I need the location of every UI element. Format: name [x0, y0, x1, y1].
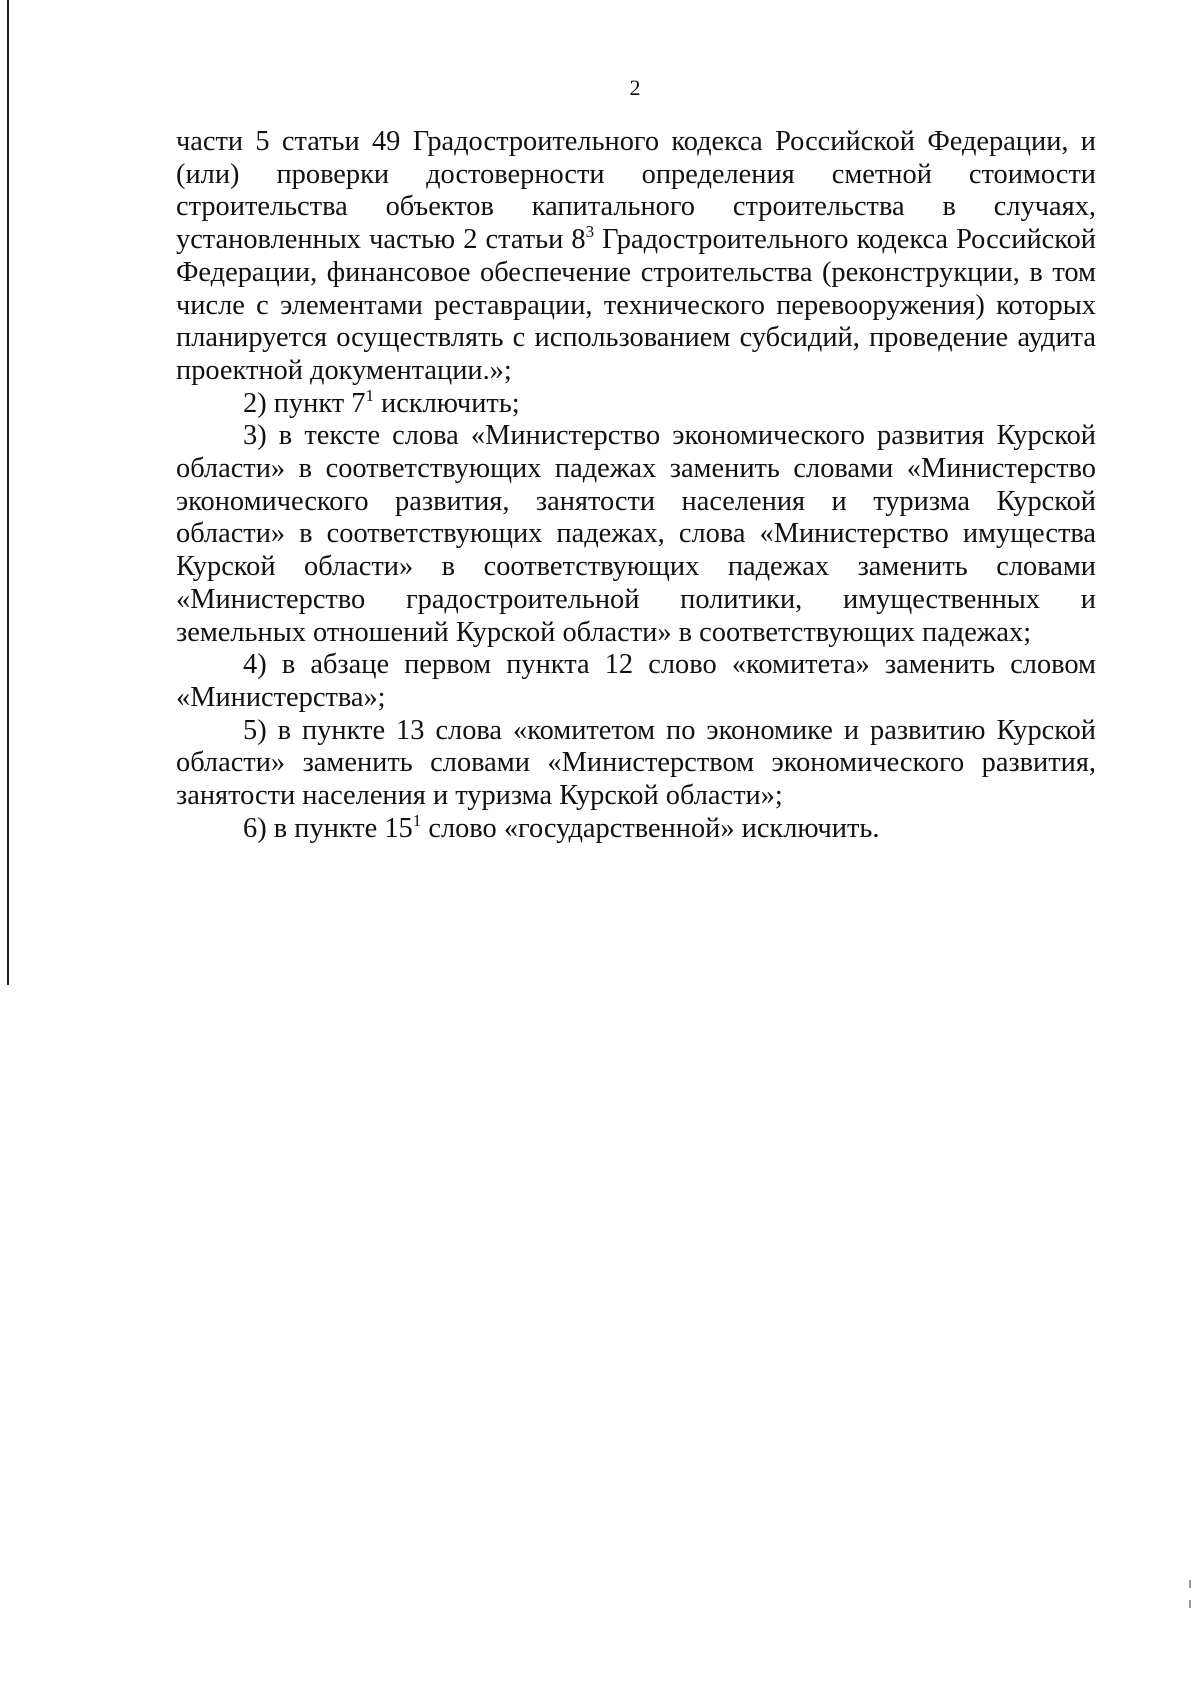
text-segment: 6) в пункте 15	[243, 812, 413, 844]
superscript: 1	[365, 385, 374, 405]
text-segment: исключить;	[373, 387, 520, 419]
text-line: 5) в пункте 13 слова «комитетом по экономике и развитию Курской	[243, 714, 1096, 746]
text-line: экономического развития, занятости населения и туризма Курской	[176, 485, 1096, 517]
text-line: области» в соответствующих падежах, слова «Министерство имущества	[176, 518, 1096, 550]
text-segment: 2) пункт 7	[243, 387, 366, 419]
text-line: числе с элементами реставрации, технического перевооружения) которых	[176, 289, 1096, 321]
text-line: проектной документации.»;	[176, 354, 512, 386]
scan-speck	[1189, 1600, 1191, 1608]
text-line-with-superscript	[176, 224, 1096, 257]
text-line: Курской области» в соответствующих падежах заменить словами	[176, 551, 1096, 583]
list-item-4	[176, 649, 1096, 714]
text-segment: слово «государственной» исключить.	[421, 812, 880, 844]
list-item-5	[176, 715, 1096, 813]
scan-speck	[1189, 1580, 1191, 1588]
text-line: «Министерства»;	[176, 681, 386, 713]
text-line: Федерации, финансовое обеспечение строительства (реконструкции, в том	[176, 256, 1096, 288]
text-line: 3) в тексте слова «Министерство экономического развития Курской	[243, 420, 1096, 452]
text-line: области» в соответствующих падежах заменить словами «Министерство	[176, 453, 1096, 485]
text-line: строительства объектов капитального строительства в случаях,	[176, 191, 1096, 223]
paragraph-continuation	[176, 126, 1096, 388]
text-line: планируется осуществлять с использованием субсидий, проведение аудита	[176, 322, 1096, 354]
list-item-3	[176, 420, 1096, 649]
text-line-with-superscript	[176, 810, 1096, 846]
text-line: (или) проверки достоверности определения сметной стоимости	[176, 158, 1096, 190]
superscript: 1	[412, 810, 422, 830]
list-item-2	[176, 385, 1096, 421]
text-line: занятости населения и туризма Курской области»;	[176, 780, 783, 812]
text-line-with-superscript	[176, 385, 1096, 421]
list-item-6	[176, 810, 1096, 846]
text-segment: установленных частью 2 статьи 8	[176, 224, 586, 256]
text-line: 4) в абзаце первом пункта 12 слово «комитета» заменить словом	[243, 649, 1096, 681]
superscript: 3	[585, 222, 595, 242]
text-segment: Градостроительного кодекса Российской	[594, 224, 1096, 256]
text-line: части 5 статьи 49 Градостроительного кодекса Российской Федерации, и	[176, 126, 1096, 157]
document-body	[176, 126, 1096, 845]
page-number: 2	[629, 75, 641, 100]
text-line: области» заменить словами «Министерством экономического развития,	[176, 747, 1096, 779]
text-line: земельных отношений Курской области» в соответствующих падежах;	[176, 616, 1032, 648]
text-line: «Министерство градостроительной политики, имущественных и	[176, 583, 1096, 615]
scan-left-edge	[7, 0, 9, 985]
